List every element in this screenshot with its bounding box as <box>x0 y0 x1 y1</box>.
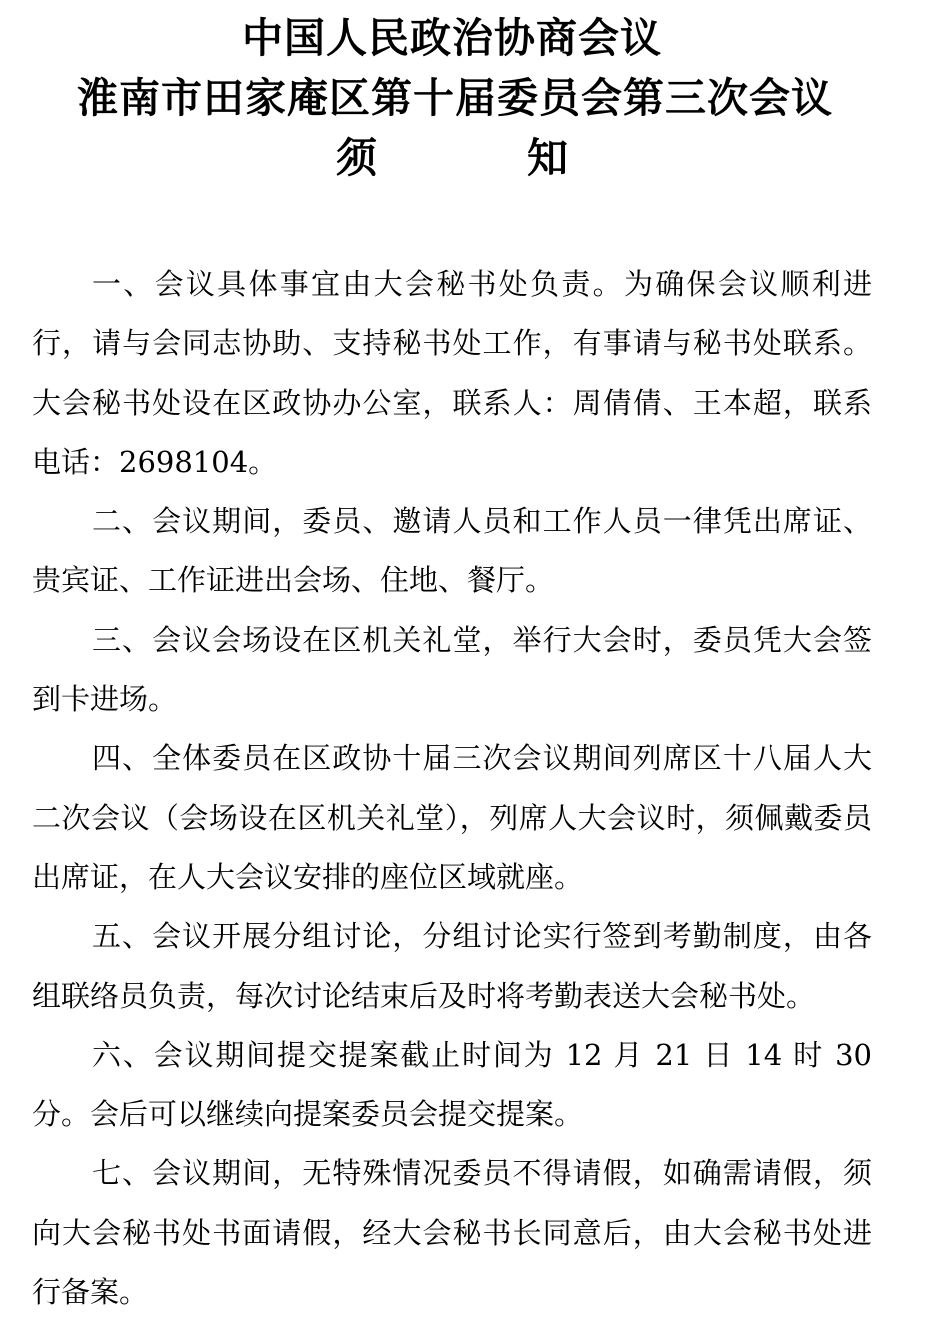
title-line-organization: 中国人民政治协商会议 <box>242 14 662 62</box>
title-word-xu: 须 <box>336 134 377 182</box>
notice-item-4: 四、全体委员在区政协十届三次会议期间列席区十八届人大二次会议（会场设在区机关礼堂），列席人大会议时，须佩戴委员出席证，在人大会议安排的座位区域就座。 <box>32 741 872 894</box>
notice-item-6: 六、会议期间提交提案截止时间为 12 月 21 日 14 时 30 分。会后可以继续向提案委员会提交提案。 <box>32 1037 872 1132</box>
title-line-session: 淮南市田家庵区第十届委员会第三次会议 <box>77 74 833 122</box>
notice-item-2: 二、会议期间，委员、邀请人员和工作人员一律凭出席证、贵宾证、工作证进出会场、住地、餐厅。 <box>32 504 872 598</box>
notice-item-5: 五、会议开展分组讨论，分组讨论实行签到考勤制度，由各组联络员负责，每次讨论结束后及时将考勤表送大会秘书处。 <box>32 919 872 1013</box>
document-title <box>0 8 926 188</box>
notice-item-7: 七、会议期间，无特殊情况委员不得请假，如确需请假，须向大会秘书处书面请假，经大会秘书长同意后，由大会秘书处进行备案。 <box>32 1156 872 1310</box>
notice-item-3: 三、会议会场设在区机关礼堂，举行大会时，委员凭大会签到卡进场。 <box>32 622 872 717</box>
notice-item-1: 一、会议具体事宜由大会秘书处负责。为确保会议顺利进行，请与会同志协助、支持秘书处工作，有事请与秘书处联系。大会秘书处设在区政协办公室，联系人：周倩倩、王本超，联系电话：2698104。 <box>32 267 872 479</box>
title-word-zhi: 知 <box>527 134 568 182</box>
notice-body <box>32 255 872 1322</box>
title-line-notice <box>0 128 926 188</box>
